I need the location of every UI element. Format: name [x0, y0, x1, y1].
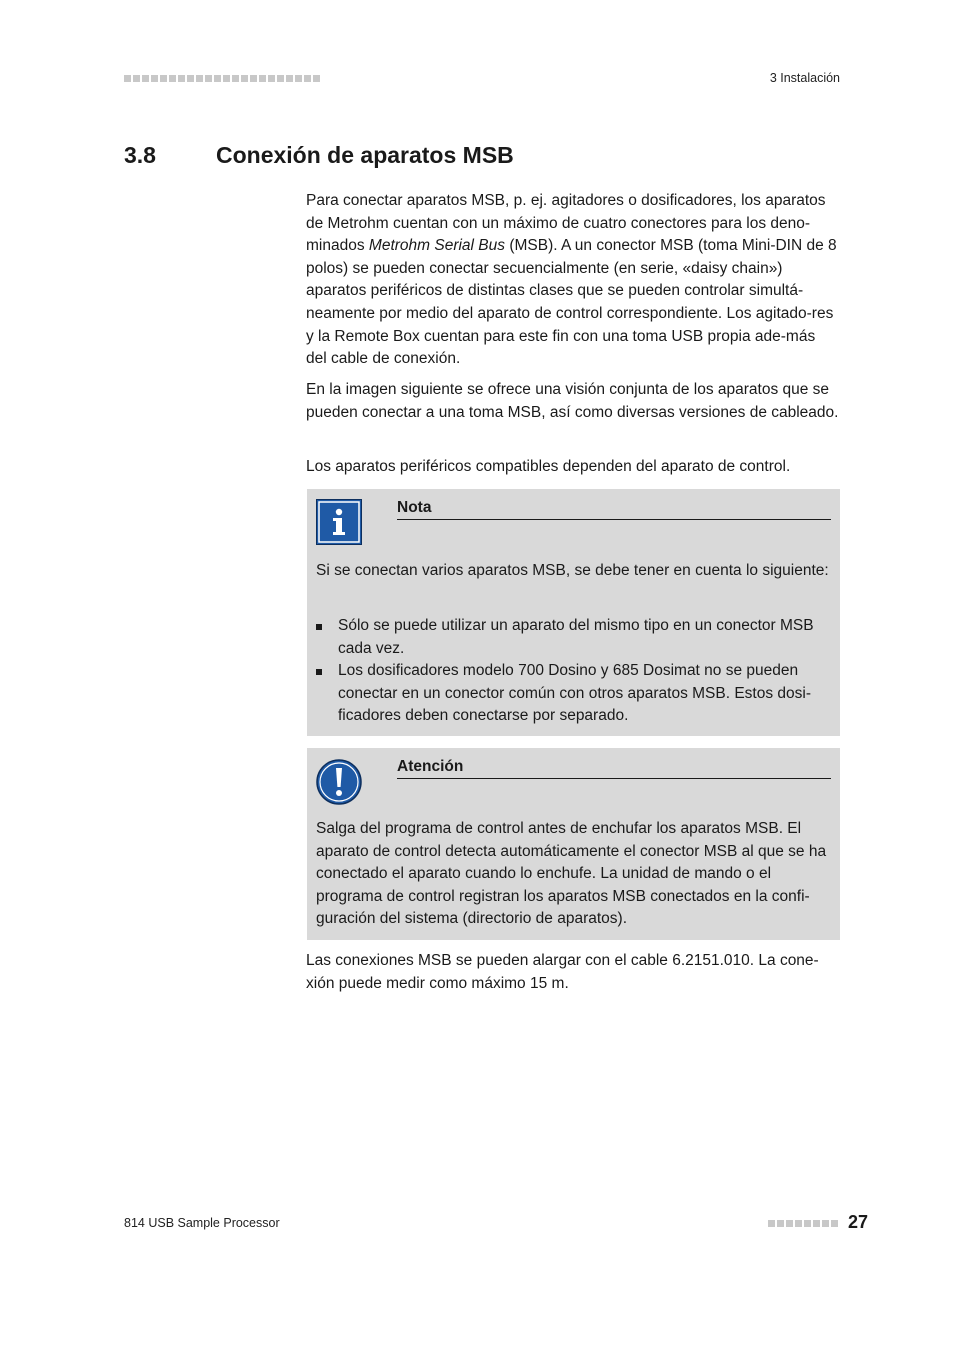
list-item: Sólo se puede utilizar un aparato del mismo tipo en un conector MSB cada vez. — [316, 615, 830, 660]
warning-text: Salga del programa de control antes de enchufar los aparatos MSB. El aparato de control detecta automáticamente el conector MSB al que se ha conectado el aparato cuando lo enchufe. La unidad de mando o el programa de control registran los aparatos MSB conectados en la confi-guración del sistema (directorio de aparatos). — [316, 820, 827, 928]
paragraph-intro: Para conectar aparatos MSB, p. ej. agitadores o dosificadores, los aparatos de Metrohm cuentan con un máximo de cuatro conectores para los deno-minados Metrohm Serial Bus (MSB). A un conector MSB (toma Mini-DIN de 8 polos) se pueden conectar secuencialmente (en serie, «daisy chain») aparatos periféricos de distintas clases que se pueden controlar simultá-neamente por medio del aparato de control correspondiente. Los agitado-res y la Remote Box cuentan para este fin con una toma USB propia ade-más del cable de conexión. — [306, 192, 837, 368]
bullet-icon — [316, 624, 322, 630]
note-box — [307, 489, 840, 736]
section-number: 3.8 — [124, 142, 156, 168]
footer-decoration-squares — [768, 1220, 838, 1227]
paragraph-compatible: Los aparatos periféricos compatibles dependen del aparato de control. — [306, 458, 791, 475]
warning-heading: Atención — [397, 758, 831, 779]
info-icon — [316, 499, 362, 545]
page-number: 27 — [847, 1212, 868, 1232]
note-list — [316, 615, 830, 728]
exclamation-icon — [315, 758, 363, 806]
header-chapter: 3 Instalación — [769, 71, 840, 85]
note-heading: Nota — [397, 499, 831, 520]
section-title: Conexión de aparatos MSB — [216, 142, 514, 168]
paragraph-overview: En la imagen siguiente se ofrece una visión conjunta de los aparatos que se pueden conectar a una toma MSB, así como diversas versiones de cableado. — [306, 381, 839, 421]
footer-product: 814 USB Sample Processor — [124, 1216, 280, 1230]
list-item: Los dosificadores modelo 700 Dosino y 685 Dosimat no se pueden conectar en un conector común con otros aparatos MSB. Estos dosi-ficadores deben conectarse por separado. — [316, 660, 830, 728]
emphasis-metrohm-serial-bus: Metrohm Serial Bus — [368, 237, 506, 255]
paragraph-cable: Las conexiones MSB se pueden alargar con el cable 6.2151.010. La cone-xión puede medir como máximo 15 m. — [306, 952, 819, 992]
note-text: Si se conectan varios aparatos MSB, se debe tener en cuenta lo siguiente: — [316, 562, 829, 579]
header-decoration-squares — [124, 75, 320, 82]
warning-box — [307, 748, 840, 940]
bullet-icon — [316, 669, 322, 675]
